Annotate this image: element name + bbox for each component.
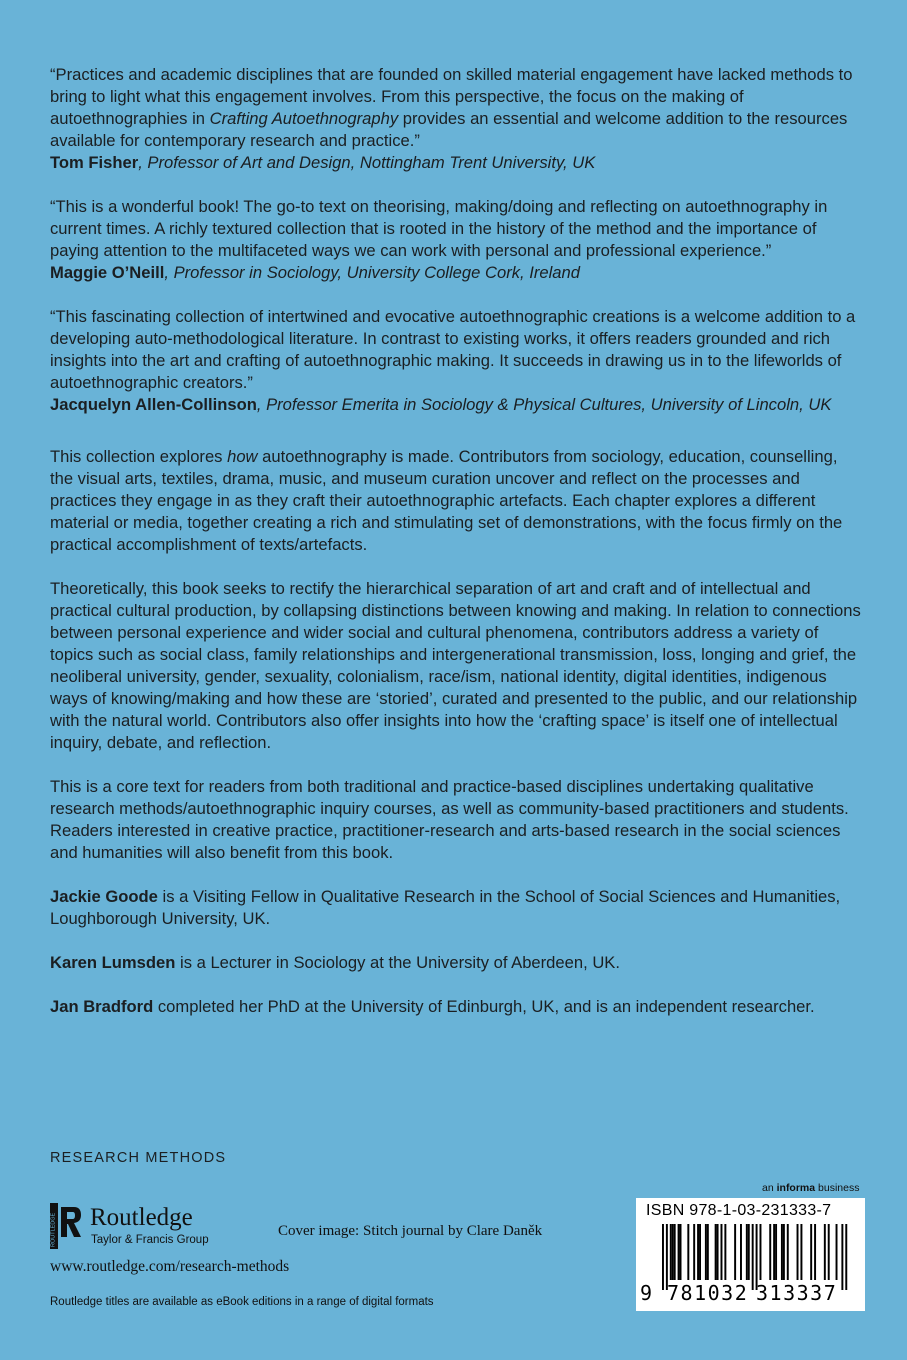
isbn-label: ISBN 978-1-03-231333-7 xyxy=(646,1202,832,1219)
barcode-bar xyxy=(783,1224,785,1280)
barcode-bar xyxy=(699,1224,701,1280)
description-text: autoethnography is made. Contributors from sociology, education, counselling, the visual arts, textiles, drama, music, and museum curation uncover and reflect on the processes and practices they engage in as they craft their autoethnographic artefacts. Each chapter explores a different material or media, together creating a rich and stimulating set of demonstrations, with the focus firmly on the practical accomplishment of texts/artefacts. xyxy=(50,447,843,554)
barcode-left-group: 781032 xyxy=(667,1281,749,1305)
barcode-bar xyxy=(824,1224,826,1280)
barcode-bar xyxy=(715,1224,717,1280)
endorser-affiliation: , Professor Emerita in Sociology & Physical Cultures, University of Lincoln, UK xyxy=(256,395,832,414)
barcode-bar xyxy=(746,1224,748,1280)
barcode-bar xyxy=(773,1224,775,1280)
editor-bio-2 xyxy=(50,952,865,974)
informa-brand: informa xyxy=(776,1182,816,1194)
endorser-affiliation: , Professor of Art and Design, Nottingham Trent University, UK xyxy=(138,153,596,172)
barcode-bar xyxy=(740,1224,742,1280)
barcode-bar xyxy=(705,1224,707,1280)
editor-bio: completed her PhD at the University of Edinburgh, UK, and is an independent researcher. xyxy=(153,997,815,1016)
endorsement-quote: “This fascinating collection of intertwined and evocative autoethnographic creations is a welcome addition to a developing auto-methodological literature. In contrast to existing works, it offers readers grounded and rich insights into the art and crafting of autoethnographic making. It succeeds in drawing us in to the lifeworlds of autoethnographic creators.” xyxy=(50,307,856,392)
barcode-bar xyxy=(841,1224,843,1290)
barcode-bar xyxy=(836,1224,838,1280)
series-label: RESEARCH METHODS xyxy=(50,1150,227,1166)
endorsement-3 xyxy=(50,306,865,416)
barcode-bar xyxy=(670,1224,672,1280)
barcode-bar xyxy=(781,1224,783,1280)
endorsement-quote: “This is a wonderful book! The go-to text on theorising, making/doing and reflecting on autoethnography in current times. A richly textured collection that is rooted in the history of the method and the importance of paying attention to the multifaceted ways we can work with personal and professional experience.” xyxy=(50,197,828,260)
routledge-r-icon xyxy=(50,1203,82,1249)
emphasis-how: how xyxy=(227,447,258,466)
editor-bio-1 xyxy=(50,886,865,930)
barcode-bar xyxy=(672,1224,674,1280)
informa-suffix: business xyxy=(815,1182,860,1194)
editor-name: Karen Lumsden xyxy=(50,953,176,972)
informa-business-tag xyxy=(762,1182,859,1194)
endorsement-2 xyxy=(50,196,865,284)
barcode-bar xyxy=(752,1224,754,1290)
barcode-bar xyxy=(717,1224,719,1280)
endorser-name: Jacquelyn Allen-Collinson xyxy=(50,395,257,414)
editor-bio-3 xyxy=(50,996,865,1018)
editor-name: Jan Bradford xyxy=(50,997,154,1016)
barcode-bar xyxy=(769,1224,771,1280)
editor-bio: is a Visiting Fellow in Qualitative Research in the School of Social Sciences and Humanities, Loughborough University, UK. xyxy=(50,887,841,928)
barcode-bar xyxy=(734,1224,736,1280)
barcode-bar xyxy=(748,1224,750,1280)
publisher-group: Taylor & Francis Group xyxy=(91,1234,209,1246)
barcode-first-digit: 9 xyxy=(640,1281,653,1305)
barcode-bar xyxy=(693,1224,695,1280)
isbn-barcode-block xyxy=(636,1198,865,1311)
endorser-affiliation: , Professor in Sociology, University College Cork, Ireland xyxy=(164,263,580,282)
barcode-bar xyxy=(662,1224,664,1290)
barcode-bar xyxy=(674,1224,676,1280)
description-paragraph-1 xyxy=(50,446,865,556)
publisher-url[interactable]: www.routledge.com/research-methods xyxy=(50,1258,290,1275)
cover-image-credit: Cover image: Stitch journal by Clare Daněk xyxy=(278,1223,543,1239)
barcode-bar xyxy=(707,1224,709,1280)
barcode-bar xyxy=(814,1224,816,1280)
barcode-right-group: 313337 xyxy=(756,1281,838,1305)
description-paragraph-3: This is a core text for readers from both traditional and practice-based disciplines undertaking qualitative research methods/autoethnographic inquiry courses, as well as community-based practitioners and students. Readers interested in creative practice, practitioner-research and arts-based research in the social sciences and humanities will also benefit from this book. xyxy=(50,777,849,862)
endorser-name: Maggie O’Neill xyxy=(50,263,165,282)
barcode-bar xyxy=(828,1224,830,1280)
barcode-bar xyxy=(687,1224,689,1280)
barcode-bar xyxy=(775,1224,777,1280)
endorser-name: Tom Fisher xyxy=(50,153,139,172)
barcode-bar xyxy=(721,1224,723,1280)
logo-vertical-text: ROUTLEDGE xyxy=(50,1212,57,1247)
informa-prefix: an xyxy=(762,1182,777,1194)
description-paragraph-2: Theoretically, this book seeks to rectify the hierarchical separation of art and craft and of intellectual and practical cultural production, by collapsing distinctions between knowing and making. In relation to connections between personal experience and wider social and cultural phenomena, contributors address a variety of topics such as social class, family relationships and intergenerational transmission, loss, longing and grief, the neoliberal university, gender, sexuality, colonialism, race/ism, national identity, digital identities, indigenous ways of knowing/making and how these are ‘storied’, curated and presented to the public, and our relationship with the natural world. Contributors also offer insights into how the ‘crafting space’ is itself one of intellectual inquiry, debate, and reflection. xyxy=(50,579,861,752)
endorsement-quote: “Practices and academic disciplines that are founded on skilled material engagement have lacked methods to bring to light what this engagement involves. From this perspective, the focus on the making of autoethnographies in xyxy=(50,65,853,128)
barcode-bar xyxy=(797,1224,799,1280)
editor-bio: is a Lecturer in Sociology at the University of Aberdeen, UK. xyxy=(175,953,620,972)
barcode-bar xyxy=(678,1224,680,1280)
back-cover-text xyxy=(50,64,865,1018)
description-text: This collection explores xyxy=(50,447,228,466)
publisher-name: Routledge xyxy=(90,1204,193,1231)
barcode-bar xyxy=(845,1224,847,1290)
endorsement-quote-end: provides an essential and welcome addition to the resources available for contemporary research and practice.” xyxy=(50,109,848,150)
book-title-reference: Crafting Autoethnography xyxy=(209,109,399,128)
barcode-bar xyxy=(697,1224,699,1280)
barcode-bar xyxy=(680,1224,682,1280)
ebook-note: Routledge titles are available as eBook editions in a range of digital formats xyxy=(50,1296,434,1308)
barcode-bar xyxy=(760,1224,762,1280)
barcode-bar xyxy=(810,1224,812,1280)
barcode-bar xyxy=(787,1224,789,1280)
barcode-bar xyxy=(724,1224,726,1280)
barcode-bar xyxy=(800,1224,802,1280)
editor-name: Jackie Goode xyxy=(50,887,158,906)
endorsement-1 xyxy=(50,64,865,174)
routledge-logo xyxy=(50,1203,230,1253)
